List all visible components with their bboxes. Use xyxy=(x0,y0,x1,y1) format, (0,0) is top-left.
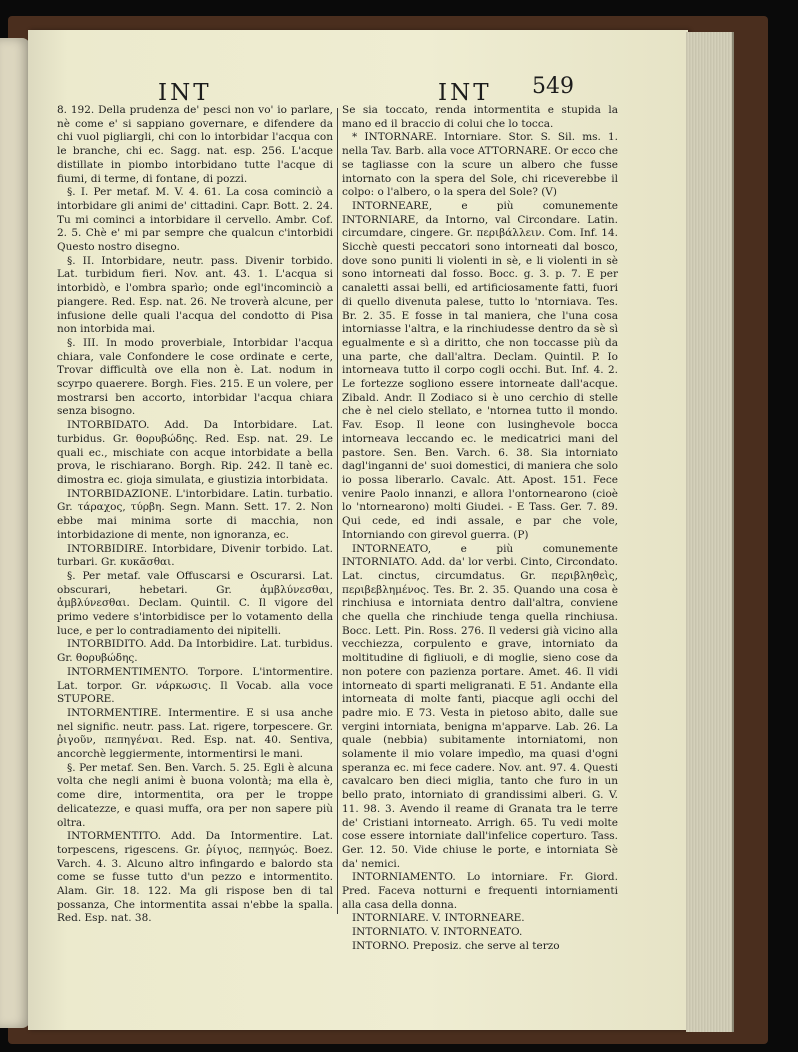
dictionary-entry: INTORNEARE, e più comunemente INTORNIARE, da Intorno, val Circondare. Latin. circumdare, cingere. Gr. περιβάλλειν. Com. Inf. 14. Sicchè questi peccatori sono intorneati dal bosco, dove sono puniti li violenti in sè, e li violenti in sè sono intorneati dal fosso. Bocc. g. 3. p. 7. E per canaletti assai belli, ed artificiosamente fatti, fuori di quello divenuta palese, tutto lo 'ntorniava. Tes. Br. 2. 35. E fosse in tal maniera, che l'una cosa intorniasse l'altra, e la rinchiudesse dentro da sè sì egualmente e sì a diritto, che non toccasse più da una parte, che dall'altra. Declam. Quintil. P. Io intorneava tutto il corpo cogli occhi. But. Inf. 4. 2. Le fortezze sogliono essere intorneate dall'acque. Zibald. Andr. Il Zodiaco si è uno cerchio di stelle che è nel cielo stellato, e 'ntornea tutto il mondo. Fav. Esop. Il leone con lusinghevole bocca intorneava leccando ec. le medicatrici mani del pastore. Sen. Ben. Varch. 6. 38. Sia intorniato dagl'inganni de' suoi domestici, di maniera che solo io possa liberarlo. Cavalc. Att. Apost. 151. Fece venire Paolo innanzi, e allora l'ontornearono (cioè lo 'ntornearono) molti Giudei. - E Tass. Ger. 7. 89. Qui cede, ed indi assale, e par che vole, Intorniando con girevol guerra. (P) xyxy=(342,199,618,541)
facing-page-edge xyxy=(0,38,30,1028)
right-column xyxy=(342,104,618,952)
dictionary-entry: INTORMENTIRE. Intermentire. E si usa anche nel signific. neutr. pass. Lat. rigere, torpescere. Gr. ῥιγοῦν, πεπηγέναι. Red. Esp. nat. 40. Sentiva, ancorchè leggiermente, intormentirsi le mani. xyxy=(57,706,333,761)
left-running-head: INT xyxy=(158,80,212,106)
dictionary-entry: INTORNO. Preposiz. che serve al terzo xyxy=(352,939,560,952)
left-column xyxy=(57,104,333,925)
dictionary-entry: §. Per metaf. vale Offuscarsi e Oscurarsi. Lat. obscurari, hebetari. Gr. ἀμβλύνεσθαι, ἀμβλύνεσθαι. Declam. Quintil. C. Il vigore del primo vedere s'intorbidisce per lo votamento della luce, e per lo contradiamento dei nipitelli. xyxy=(57,569,333,637)
dictionary-entry: INTORMENTITO. Add. Da Intormentire. Lat. torpescens, rigescens. Gr. ῥίγιος, πεπηγώς. Boez. Varch. 4. 3. Alcuno altro infingardo e balordo sta come se fusse tutto d'un pezzo e intormentito. Alam. Gir. 18. 122. Ma gli rispose ben di tal possanza, Che intormentita assai n'ebbe la spalla. Red. Esp. nat. 38. xyxy=(57,830,333,925)
dictionary-entry: * INTORNARE. Intorniare. Stor. S. Sil. ms. 1. nella Tav. Barb. alla voce ATTORNARE. Or ecco che se tagliasse con la scure un albero che fusse intornato con la spera del Sole, chi riceverebbe il colpo: o l'albero, o la spera del Sole? (V) xyxy=(342,131,618,199)
dictionary-entry: INTORNEATO, e più comunemente INTORNIATO. Add. da' lor verbi. Cinto, Circondato. Lat. cinctus, circumdatus. Gr. περιβληθεὶς, περιβεβλημένος. Tes. Br. 2. 35. Quando una cosa è rinchiusa e intorniata dentro dall'altra, conviene che quella che rinchiude tenga quella rinchiusa. Bocc. Lett. Pin. Ross. 276. Il vedersi già vicino alla vecchiezza, corpulento e grave, intorniato da moltitudine di figliuoli, e di moglie, sieno cose da non potere con pazienza portare. Amet. 46. Il vidi intorneato di sparti meligranati. E 51. Andante ella intorneata di molte fanti, piacque agli occhi del padre mio. E 73. Vesta in pietoso abito, dalle sue vergini intorniata, benigna m'apparve. Lab. 26. La quale (nebbia) subitamente intorniatomi, non solamente il mio volare impedìo, ma quasi d'ogni speranza ec. mi fece cadere. Nov. ant. 97. 4. Questi cavalcaro ben dieci miglia, tanto che furo in un bello prato, intorniato di grandissimi alberi. G. V. 11. 98. 3. Avendo il reame di Granata tra le terre de' Cristiani intorneato. Arrigh. 65. Tu vedi molte cose essere intorniate dall'infelice coperturo. Tass. Ger. 12. 50. Vide chiuse le porte, e intorniata Sè da' nemici. xyxy=(342,542,618,870)
dictionary-entry: §. III. In modo proverbiale, Intorbidar l'acqua chiara, vale Confondere le cose ordinate e certe, Trovar difficultà ove ella non è. Lat. nodum in scyrpo quaerere. Borgh. Fies. 215. E un volere, per mostrarsi ben accorto, intorbidar l'acqua chiara senza bisogno. xyxy=(57,336,333,418)
dictionary-entry: §. Per metaf. Sen. Ben. Varch. 5. 25. Egli è alcuna volta che negli animi è buona volontà; ma ella è, come dire, intormentita, ora per le troppe delicatezze, e quasi muffa, ora per non sapere più oltra. xyxy=(57,761,333,829)
right-running-head: INT xyxy=(438,80,492,106)
page-block-edges xyxy=(686,32,734,1032)
dictionary-entry: INTORBIDATO. Add. Da Intorbidare. Lat. turbidus. Gr. θορυβώδης. Red. Esp. nat. 29. Le quali ec., mischiate con acque intorbidate a bella prova, le rischiarano. Borgh. Rip. 242. Il tanè ec. dimostra ec. gioja simulata, e giustizia intorbidata. xyxy=(57,419,333,486)
column-divider xyxy=(337,108,338,914)
dictionary-entry: Se sia toccato, renda intormentita e stupida la mano ed il braccio di colui che lo tocca. xyxy=(342,104,618,130)
dictionary-entry: INTORMENTIMENTO. Torpore. L'intormentire. Lat. torpor. Gr. νάρκωσις. Il Vocab. alla voce STUPORE. xyxy=(57,665,333,706)
dictionary-entry: 8. 192. Della prudenza de' pesci non vo' io parlare, nè come e' si sappiano governare, e difendere da chi vuol pigliargli, chi con lo intorbidar l'acqua con le branche, chi ec. Sagg. nat. esp. 256. L'acque distillate in piombo intorbidano tutte l'acque di fiumi, di terme, di fontane, di pozzi. xyxy=(57,104,333,185)
dictionary-entry: INTORBIDITO. Add. Da Intorbidire. Lat. turbidus. Gr. θορυβώδης. xyxy=(57,638,333,665)
dictionary-entry: §. II. Intorbidare, neutr. pass. Divenir torbido. Lat. turbidum fieri. Nov. ant. 43. 1. L'acqua si intorbidò, e l'ombra sparìo; onde egl'incominciò a piangere. Red. Esp. nat. 26. Ne troverà alcune, per infusione delle quali l'acqua del condotto di Pisa non intorbida mai. xyxy=(57,254,333,336)
page-number: 549 xyxy=(532,74,574,99)
dictionary-entry: §. I. Per metaf. M. V. 4. 61. La cosa cominciò a intorbidare gli animi de' cittadini. Capr. Bott. 2. 24. Tu mi cominci a intorbidare il cervello. Ambr. Cof. 2. 5. Chè e' mi par sempre che qualcun c'intorbidi Questo nostro disegno. xyxy=(57,186,333,254)
dictionary-entry: INTORNIATO. V. INTORNEATO. xyxy=(352,926,523,939)
dictionary-entry: INTORNIARE. V. INTORNEARE. xyxy=(352,912,525,925)
dictionary-entry: INTORBIDAZIONE. L'intorbidare. Latin. turbatio. Gr. τάραχος, τύρβη. Segn. Mann. Sett. 17. 2. Non ebbe mai minima sorte di macchia, non intorbidazione di mente, non ignoranza, ec. xyxy=(57,487,333,541)
dictionary-entry: INTORNIAMENTO. Lo intorniare. Fr. Giord. Pred. Faceva notturni e frequenti intorniamenti alla casa della donna. xyxy=(342,871,618,911)
dictionary-entry: INTORBIDIRE. Intorbidare, Divenir torbido. Lat. turbari. Gr. κυκᾶσθαι. xyxy=(57,542,333,569)
